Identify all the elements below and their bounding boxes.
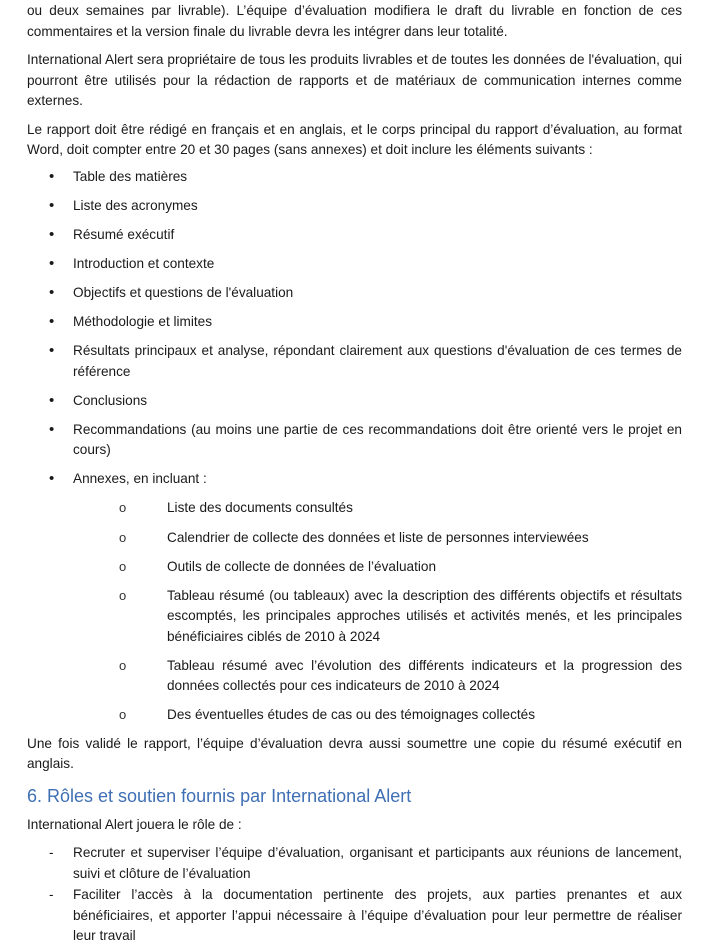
- list-item-text: Résultats principaux et analyse, répondant clairement aux questions d'évaluation de ces termes de référence: [73, 343, 682, 379]
- sub-list-item-text: Tableau résumé avec l’évolution des différents indicateurs et la progression des données collectés pour ces indicateurs de 2010 à 2024: [167, 657, 682, 694]
- list-item: [27, 254, 682, 275]
- report-contents-list: [27, 167, 682, 726]
- bullet-icon: •: [49, 391, 55, 409]
- circle-bullet-icon: o: [119, 657, 127, 673]
- circle-bullet-icon: o: [119, 558, 127, 574]
- list-item-text: Annexes, en incluant :: [73, 471, 207, 487]
- paragraph-feedback: ou deux semaines par livrable). L’équipe d’évaluation modifiera le draft du livrable en fonction de ces commentaires et la version finale du livrable devra les intégrer dans leur totalité.: [27, 3, 682, 39]
- sub-list-item: [120, 586, 682, 648]
- list-item: [27, 225, 682, 246]
- bullet-icon: •: [49, 470, 55, 488]
- bullet-icon: •: [49, 254, 55, 272]
- paragraph-ia-role: International Alert jouera le rôle de :: [27, 816, 242, 832]
- bullet-icon: •: [49, 342, 55, 360]
- list-item: [27, 167, 682, 188]
- bullet-icon: •: [49, 167, 55, 185]
- sub-list-item: [120, 656, 682, 697]
- sub-list-item-text: Tableau résumé (ou tableaux) avec la description des différents objectifs et résultats escomptés, les principales approches utilisés et activités menés, et les principales bénéficiaires ciblés de 2010 à 2024: [167, 587, 682, 644]
- list-item-text: Conclusions: [73, 392, 148, 408]
- ia-roles-list: [27, 843, 682, 947]
- sub-list-item: [120, 705, 682, 726]
- annex-list: [73, 498, 682, 725]
- list-item-text: Objectifs et questions de l'évaluation: [73, 284, 294, 300]
- sub-list-item: [120, 557, 682, 578]
- sub-list-item: [120, 498, 682, 519]
- paragraph-executive-summary: Une fois validé le rapport, l’équipe d’évaluation devra aussi soumettre une copie du résumé exécutif en anglais.: [27, 735, 682, 771]
- document-page: [27, 0, 682, 948]
- bullet-icon: •: [49, 225, 55, 243]
- list-item: [27, 341, 682, 382]
- dash-bullet-icon: -: [49, 887, 54, 902]
- list-item-text: Recommandations (au moins une partie de ces recommandations doit être orienté vers le projet en cours): [73, 421, 682, 458]
- circle-bullet-icon: o: [119, 500, 127, 516]
- section-heading: 6. Rôles et soutien fournis par International Alert: [27, 785, 412, 806]
- bullet-icon: •: [49, 196, 55, 214]
- list-item-text: Introduction et contexte: [73, 255, 215, 271]
- list-item-text: Faciliter l’accès à la documentation pertinente des projets, aux parties prenantes et aux bénéficiaires, et apporter l’appui nécessaire à l’équipe d’évaluation pour leur permettre de réaliser leur travail: [73, 887, 682, 943]
- list-item-text: Méthodologie et limites: [73, 313, 213, 329]
- sub-list-item-text: Calendrier de collecte des données et liste de personnes interviewées: [167, 529, 589, 545]
- list-item: [27, 885, 682, 947]
- bullet-icon: •: [49, 312, 55, 330]
- list-item: [27, 196, 682, 217]
- paragraph-report-requirements: Le rapport doit être rédigé en français et en anglais, et le corps principal du rapport d’évaluation, au format Word, doit compter entre 20 et 30 pages (sans annexes) et doit inclure les éléments suivants :: [27, 121, 682, 157]
- circle-bullet-icon: o: [119, 529, 127, 545]
- sub-list-item-text: Liste des documents consultés: [167, 500, 353, 516]
- list-item-annexes: [27, 469, 682, 726]
- sub-list-item-text: Outils de collecte de données de l’évaluation: [167, 558, 437, 574]
- list-item-text: Résumé exécutif: [73, 226, 175, 242]
- sub-list-item: [120, 528, 682, 549]
- list-item: [27, 312, 682, 333]
- list-item: [27, 843, 682, 884]
- list-item-text: Table des matières: [73, 168, 188, 184]
- bullet-icon: •: [49, 283, 55, 301]
- circle-bullet-icon: o: [119, 587, 127, 603]
- sub-list-item-text: Des éventuelles études de cas ou des témoignages collectés: [167, 707, 536, 723]
- list-item: [27, 391, 682, 412]
- list-item-text: Recruter et superviser l’équipe d’évaluation, organisant et participants aux réunions de lancement, suivi et clôture de l’évaluation: [73, 845, 682, 881]
- list-item: [27, 420, 682, 461]
- paragraph-ownership: International Alert sera propriétaire de tous les produits livrables et de toutes les données de l'évaluation, qui pourront être utilisés pour la rédaction de rapports et de matériaux de communication internes comme externes.: [27, 52, 682, 108]
- list-item-text: Liste des acronymes: [73, 197, 198, 213]
- list-item: [27, 283, 682, 304]
- circle-bullet-icon: o: [119, 707, 127, 723]
- dash-bullet-icon: -: [49, 845, 54, 860]
- bullet-icon: •: [49, 420, 55, 438]
